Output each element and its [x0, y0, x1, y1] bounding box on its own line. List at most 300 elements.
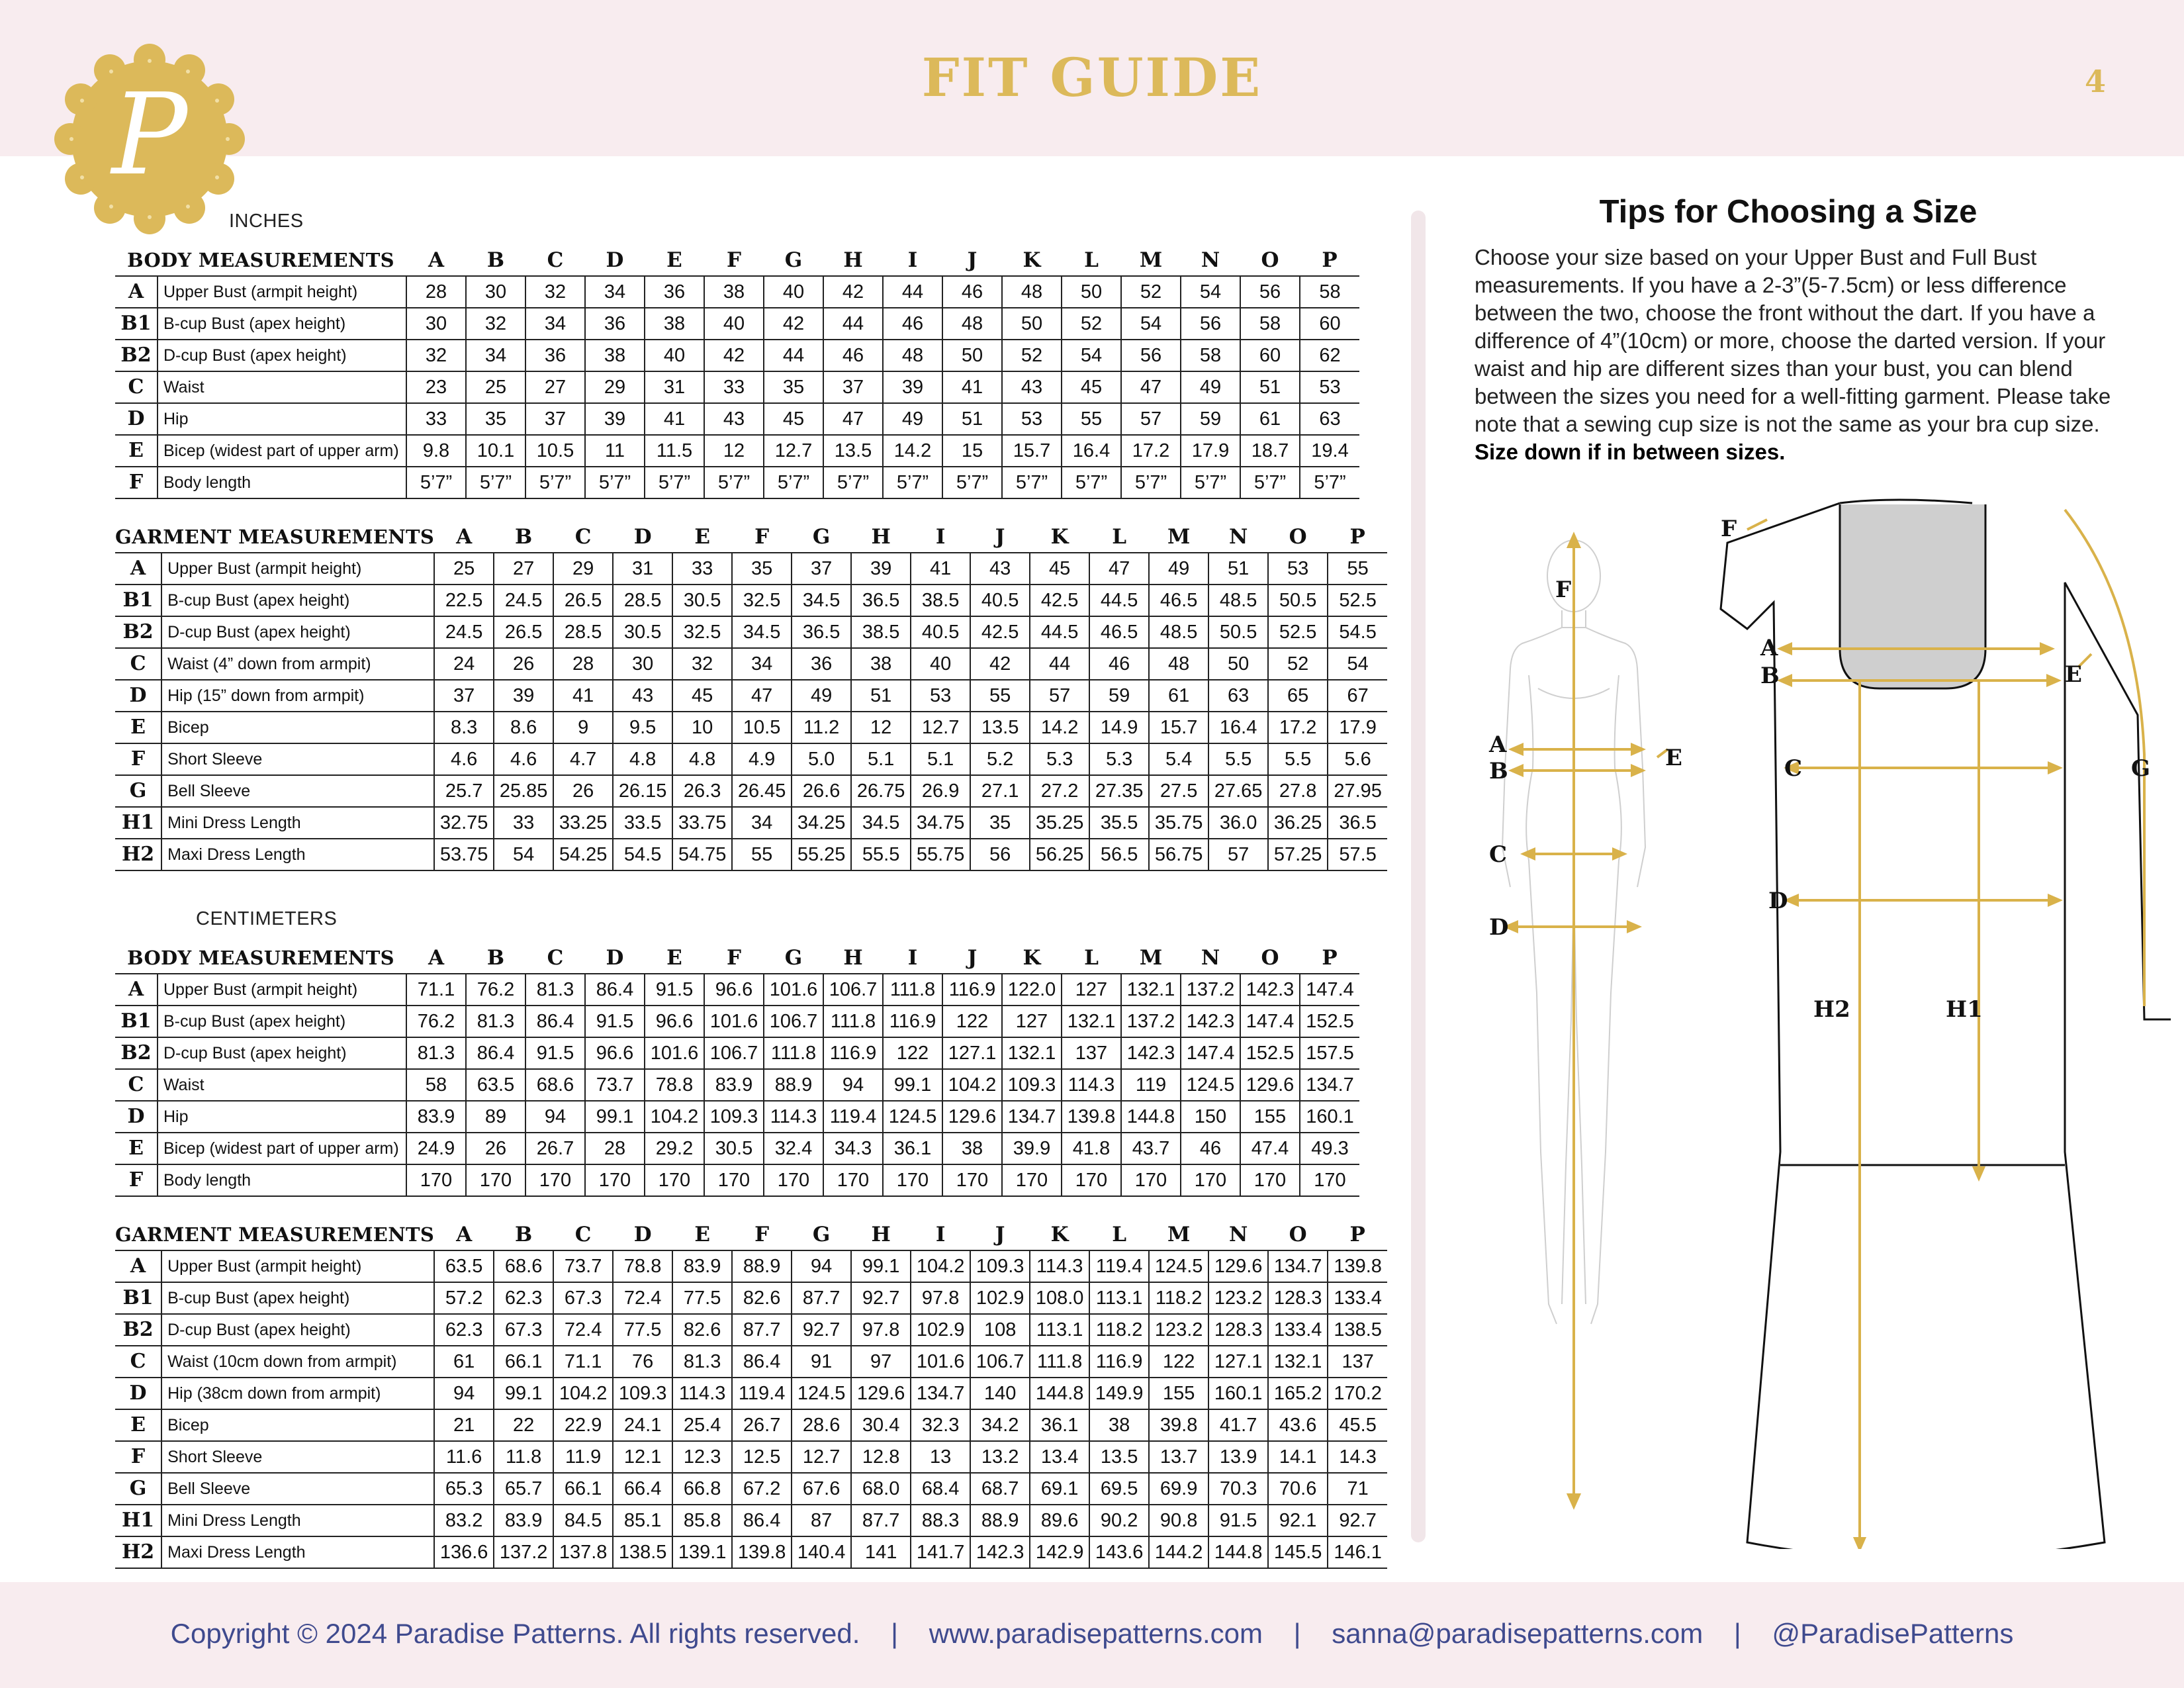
footer-separator-1: |	[891, 1618, 899, 1649]
measurement-value: 30	[406, 308, 466, 340]
measurement-value: 92.7	[792, 1314, 851, 1346]
measurement-value: 67	[1347, 685, 1369, 706]
size-header: H	[843, 248, 863, 272]
measurement-value: 134.7	[1002, 1101, 1062, 1133]
measurement-value: 37	[434, 680, 494, 712]
measurement-value: 142.9	[1030, 1536, 1089, 1568]
measurement-value: 24.5	[434, 616, 494, 648]
measurement-value: 28	[553, 648, 613, 680]
measurement-value: 5’7”	[883, 467, 942, 498]
measurement-value: 42	[970, 648, 1030, 680]
measurement-value: 72.4	[553, 1314, 613, 1346]
measurement-value: 94	[792, 1250, 851, 1282]
size-header: P	[1322, 946, 1338, 970]
measurement-value: 9.5	[613, 712, 672, 743]
measurement-value: 170	[1121, 1164, 1181, 1196]
measurement-value: 62.3	[494, 1282, 553, 1314]
measurement-description: D-cup Bust (apex height)	[158, 340, 406, 371]
measurement-value: 55.25	[792, 839, 851, 870]
size-header: O	[1289, 1223, 1307, 1246]
size-header: P	[1349, 525, 1365, 549]
measurement-value: 118.2	[1089, 1314, 1149, 1346]
size-header: L	[1084, 248, 1099, 272]
measurement-value: 67.3	[494, 1314, 553, 1346]
table-title: BODY MEASUREMENTS	[127, 249, 394, 271]
measurement-value: 48.5	[1149, 616, 1208, 648]
measurement-value: 8.3	[434, 712, 494, 743]
measurement-value: 119.4	[1089, 1250, 1149, 1282]
table-row	[115, 807, 1387, 839]
measurement-value: 5’7”	[406, 467, 466, 498]
measurement-value: 28.5	[613, 585, 672, 616]
measurement-value: 67.3	[553, 1282, 613, 1314]
measurement-value: 86.4	[732, 1505, 792, 1536]
measurement-value: 73.7	[553, 1250, 613, 1282]
measurement-value: 132.1	[1062, 1006, 1121, 1037]
measurement-value: 132.1	[1121, 974, 1181, 1006]
measurement-value: 26.45	[732, 775, 792, 807]
measurement-value: 70.3	[1208, 1473, 1268, 1505]
measurement-code: B1	[115, 1006, 158, 1037]
page-title: FIT GUIDE	[921, 46, 1263, 109]
measurement-value: 38	[1089, 1409, 1149, 1441]
measurement-value: 50	[942, 340, 1002, 371]
measurement-code: G	[115, 775, 161, 807]
measurement-value: 124.5	[883, 1101, 942, 1133]
measurement-value: 10.1	[466, 435, 525, 467]
measurement-value: 17.9	[1339, 717, 1377, 738]
measurement-value: 56.5	[1089, 839, 1149, 870]
size-header: A	[428, 946, 445, 970]
centimeters-body-measurements-table	[115, 943, 1359, 1197]
measurement-value: 12.3	[672, 1441, 732, 1473]
table-row	[115, 1346, 1387, 1378]
size-header: K	[1050, 525, 1069, 549]
measurement-value: 61	[1149, 680, 1208, 712]
measurement-value: 155	[1240, 1101, 1300, 1133]
measurement-value: 67.6	[792, 1473, 851, 1505]
measurement-value: 108.0	[1030, 1282, 1089, 1314]
measurement-value: 144.8	[1121, 1101, 1181, 1133]
measurement-value: 44	[1030, 648, 1089, 680]
measurement-value: 41	[911, 553, 970, 585]
measurement-value: 127.1	[1208, 1346, 1268, 1378]
measurement-value: 46.5	[1089, 616, 1149, 648]
size-header: K	[1050, 1223, 1069, 1246]
measurement-value: 29	[585, 371, 645, 403]
size-header: I	[907, 248, 918, 272]
measurement-value: 86.4	[525, 1006, 585, 1037]
size-header: M	[1139, 946, 1163, 970]
measurement-value: 54	[1121, 308, 1181, 340]
measurement-description: Bell Sleeve	[161, 775, 434, 807]
measurement-value: 32	[466, 308, 525, 340]
measurement-value: 4.6	[434, 743, 494, 775]
measurement-value: 8.6	[494, 712, 553, 743]
measurement-value: 116.9	[1089, 1346, 1149, 1378]
dress-label-e: E	[2065, 661, 2082, 688]
measurement-value: 4.7	[553, 743, 613, 775]
measurement-value: 114.3	[1062, 1069, 1121, 1101]
size-header: E	[666, 946, 682, 970]
measurement-value: 16.4	[1208, 712, 1268, 743]
size-header: F	[754, 525, 770, 549]
measurement-value: 38	[942, 1133, 1002, 1164]
measurement-value: 99.1	[851, 1250, 911, 1282]
measurement-value: 63.5	[466, 1069, 525, 1101]
measurement-value: 31	[613, 553, 672, 585]
size-header: L	[1084, 946, 1099, 970]
measurement-value: 58	[406, 1069, 466, 1101]
size-header: N	[1201, 248, 1220, 272]
measurement-value: 38	[645, 308, 704, 340]
size-header: B	[486, 248, 505, 272]
measurement-value: 119.4	[823, 1101, 883, 1133]
measurement-value: 5.1	[911, 743, 970, 775]
measurement-value: 5.3	[1089, 743, 1149, 775]
measurement-value: 32	[672, 648, 732, 680]
measurement-value: 144.8	[1208, 1536, 1268, 1568]
measurement-value: 61	[1240, 403, 1300, 435]
size-header: O	[1289, 525, 1307, 549]
measurement-value: 91.5	[645, 974, 704, 1006]
measurement-value: 17.2	[1268, 712, 1328, 743]
measurement-value: 37	[525, 403, 585, 435]
measurement-value: 127.1	[942, 1037, 1002, 1069]
measurement-value: 149.9	[1089, 1378, 1149, 1409]
measurement-value: 34.5	[851, 807, 911, 839]
measurement-value: 46	[823, 340, 883, 371]
measurement-value: 36	[792, 648, 851, 680]
table-row	[115, 1133, 1359, 1164]
measurement-value: 52.5	[1339, 590, 1377, 611]
tips-paragraph: Choose your size based on your Upper Bust and Full Bust measurements. If you have a 2-3”(5-7.5cm) or less difference between the two, choose the front without the dart. If you have a difference of 4”(10cm) or more, choose the darted version. If your waist and hip are different sizes than your bust, you can blend between the sizes you need for a well-fitting garment. Please take note that a sewing cup size is not the same as your bra cup size.	[1475, 245, 2111, 436]
measurement-description: Bicep (widest part of upper arm)	[158, 1133, 406, 1164]
measurement-value: 63.5	[434, 1250, 494, 1282]
measurement-code: B2	[115, 1037, 158, 1069]
measurement-value: 170	[764, 1164, 823, 1196]
measurement-value: 87.7	[732, 1314, 792, 1346]
measurement-value: 71.1	[406, 974, 466, 1006]
measurement-value: 34	[525, 308, 585, 340]
size-header: K	[1023, 946, 1041, 970]
measurement-value: 139.8	[1062, 1101, 1121, 1133]
measurement-value: 170	[1314, 1170, 1346, 1191]
measurement-value: 17.2	[1121, 435, 1181, 467]
measurement-value: 170	[823, 1164, 883, 1196]
measurement-value: 4.9	[732, 743, 792, 775]
measurement-code: H2	[115, 1536, 161, 1568]
measurement-value: 104.2	[645, 1101, 704, 1133]
measurement-value: 41	[942, 371, 1002, 403]
measurement-value: 114.3	[764, 1101, 823, 1133]
measurement-code: C	[115, 371, 158, 403]
measurement-value: 59	[1181, 403, 1240, 435]
measurement-value: 94	[525, 1101, 585, 1133]
measurement-value: 119.4	[732, 1378, 792, 1409]
measurement-value: 143.6	[1089, 1536, 1149, 1568]
measurement-value: 139.1	[672, 1536, 732, 1568]
measurement-value: 46.5	[1149, 585, 1208, 616]
measurement-value: 14.2	[883, 435, 942, 467]
body-label-f: F	[1555, 577, 1572, 603]
measurement-value: 25	[434, 553, 494, 585]
measurement-value: 137	[1062, 1037, 1121, 1069]
measurement-value: 26.3	[672, 775, 732, 807]
measurement-value: 50	[1208, 648, 1268, 680]
measurement-value: 39	[585, 403, 645, 435]
measurement-value: 68.4	[911, 1473, 970, 1505]
measurement-value: 58	[1319, 281, 1341, 303]
size-header: B	[515, 525, 533, 549]
table-row	[115, 585, 1387, 616]
table-row	[115, 1250, 1387, 1282]
measurement-value: 15.7	[1149, 712, 1208, 743]
measurement-value: 53.75	[434, 839, 494, 870]
measurement-value: 57.25	[1268, 839, 1328, 870]
measurement-value: 82.6	[672, 1314, 732, 1346]
size-header: J	[967, 248, 978, 272]
measurement-value: 26.7	[732, 1409, 792, 1441]
measurement-value: 52	[1002, 340, 1062, 371]
measurement-code: C	[115, 648, 161, 680]
dress-label-g: G	[2131, 755, 2151, 782]
measurement-value: 5.6	[1344, 749, 1371, 770]
measurement-value: 53	[1268, 553, 1328, 585]
table-row	[115, 775, 1387, 807]
measurement-value: 67.2	[732, 1473, 792, 1505]
size-header: F	[754, 1223, 770, 1246]
measurement-value: 41	[645, 403, 704, 435]
measurement-value: 66.1	[553, 1473, 613, 1505]
measurement-value: 36	[525, 340, 585, 371]
measurement-value: 58	[1181, 340, 1240, 371]
measurement-value: 84.5	[553, 1505, 613, 1536]
measurement-value: 137.2	[494, 1536, 553, 1568]
footer-website-link[interactable]: www.paradisepatterns.com	[929, 1618, 1263, 1649]
measurement-description: Mini Dress Length	[161, 1505, 434, 1536]
footer-email-link[interactable]: sanna@paradisepatterns.com	[1332, 1618, 1704, 1649]
measurement-value: 96.6	[645, 1006, 704, 1037]
measurement-value: 73.7	[585, 1069, 645, 1101]
measurement-value: 142.3	[970, 1536, 1030, 1568]
measurement-value: 39.9	[1002, 1133, 1062, 1164]
measurement-value: 55	[970, 680, 1030, 712]
measurement-value: 102.9	[970, 1282, 1030, 1314]
measurement-value: 76	[613, 1346, 672, 1378]
measurement-value: 137.2	[1121, 1006, 1181, 1037]
measurement-value: 34.5	[792, 585, 851, 616]
measurement-description: B-cup Bust (apex height)	[161, 585, 434, 616]
measurement-value: 68.7	[970, 1473, 1030, 1505]
measurement-value: 170	[406, 1164, 466, 1196]
measurement-value: 38	[585, 340, 645, 371]
size-header: M	[1139, 248, 1163, 272]
measurement-value: 71	[1347, 1478, 1369, 1499]
measurement-description: Mini Dress Length	[161, 807, 434, 839]
measurement-value: 132.1	[1002, 1037, 1062, 1069]
size-header: L	[1112, 525, 1127, 549]
measurement-description: Bell Sleeve	[161, 1473, 434, 1505]
measurement-code: H2	[115, 839, 161, 870]
measurement-value: 94	[434, 1378, 494, 1409]
measurement-value: 60	[1240, 340, 1300, 371]
size-header: J	[995, 1223, 1005, 1246]
measurement-value: 88.9	[764, 1069, 823, 1101]
measurement-value: 12.7	[911, 712, 970, 743]
table-row	[115, 1473, 1387, 1505]
measurement-value: 144.2	[1149, 1536, 1208, 1568]
measurement-value: 5’7”	[1181, 467, 1240, 498]
measurement-value: 24.5	[494, 585, 553, 616]
measurement-value: 88.3	[911, 1505, 970, 1536]
measurement-value: 28.5	[553, 616, 613, 648]
size-header: C	[547, 248, 564, 272]
measurement-value: 14.9	[1089, 712, 1149, 743]
measurement-value: 69.9	[1149, 1473, 1208, 1505]
measurement-value: 12	[851, 712, 911, 743]
measurement-value: 129.6	[1240, 1069, 1300, 1101]
measurement-value: 51	[1240, 371, 1300, 403]
measurement-value: 85.1	[613, 1505, 672, 1536]
measurement-value: 106.7	[823, 974, 883, 1006]
measurement-value: 5’7”	[764, 467, 823, 498]
measurement-value: 142.3	[1121, 1037, 1181, 1069]
measurement-value: 35.25	[1030, 807, 1089, 839]
size-header: G	[784, 248, 803, 272]
measurement-value: 147.4	[1181, 1037, 1240, 1069]
size-header: A	[456, 525, 473, 549]
measurement-value: 13.9	[1208, 1441, 1268, 1473]
table-row	[115, 680, 1387, 712]
measurement-value: 170	[704, 1164, 764, 1196]
measurement-value: 33.5	[613, 807, 672, 839]
measurement-code: H1	[115, 1505, 161, 1536]
measurement-code: D	[115, 680, 161, 712]
tips-text	[1475, 244, 2136, 466]
size-header: F	[726, 248, 741, 272]
measurement-code: E	[115, 435, 158, 467]
page-number: 4	[2084, 64, 2106, 99]
footer-social-link[interactable]: @ParadisePatterns	[1772, 1618, 2014, 1649]
measurement-value: 116.9	[883, 1006, 942, 1037]
size-header: L	[1112, 1223, 1127, 1246]
measurement-value: 26.5	[553, 585, 613, 616]
measurement-value: 44	[823, 308, 883, 340]
measurement-value: 101.6	[764, 974, 823, 1006]
measurement-description: Hip	[158, 1101, 406, 1133]
measurement-value: 35	[764, 371, 823, 403]
size-header: D	[633, 525, 652, 549]
measurement-value: 27.5	[1149, 775, 1208, 807]
measurement-value: 29	[553, 553, 613, 585]
measurement-value: 56	[1121, 340, 1181, 371]
measurement-value: 34.25	[792, 807, 851, 839]
measurement-value: 54	[1181, 276, 1240, 308]
measurement-value: 116.9	[823, 1037, 883, 1069]
measurement-value: 134.7	[911, 1378, 970, 1409]
measurement-value: 30.5	[672, 585, 732, 616]
measurement-value: 38	[704, 276, 764, 308]
measurement-code: A	[115, 1250, 161, 1282]
measurement-value: 87	[792, 1505, 851, 1536]
measurement-value: 35	[970, 807, 1030, 839]
measurement-value: 170.2	[1334, 1383, 1382, 1404]
measurement-description: Upper Bust (armpit height)	[161, 553, 434, 585]
measurement-value: 140.4	[792, 1536, 851, 1568]
table-row	[115, 1536, 1387, 1568]
measurement-description: B-cup Bust (apex height)	[158, 308, 406, 340]
dress-label-h1: H1	[1946, 996, 1983, 1023]
measurement-value: 137	[1342, 1351, 1374, 1372]
measurement-value: 66.8	[672, 1473, 732, 1505]
measurement-value: 89.6	[1030, 1505, 1089, 1536]
measurement-value: 46	[1089, 648, 1149, 680]
dress-label-d: D	[1768, 888, 1788, 914]
measurement-value: 111.8	[1030, 1346, 1089, 1378]
tips-title: Tips for Choosing a Size	[1599, 194, 1978, 230]
measurement-value: 90.2	[1089, 1505, 1149, 1536]
measurement-description: D-cup Bust (apex height)	[158, 1037, 406, 1069]
measurement-value: 32.4	[764, 1133, 823, 1164]
measurement-value: 43	[704, 403, 764, 435]
measurement-value: 27.95	[1334, 780, 1382, 802]
measurement-code: G	[115, 1473, 161, 1505]
measurement-value: 54	[1347, 653, 1369, 675]
table-row	[115, 340, 1359, 371]
measurement-value: 36.1	[1030, 1409, 1089, 1441]
table-row	[115, 276, 1359, 308]
measurement-description: Waist	[158, 371, 406, 403]
measurement-value: 41.8	[1062, 1133, 1121, 1164]
measurement-value: 49	[1149, 553, 1208, 585]
dress-label-b: B	[1760, 663, 1780, 689]
size-header: H	[871, 1223, 891, 1246]
size-header: P	[1349, 1223, 1365, 1246]
measurement-value: 43	[613, 680, 672, 712]
measurement-value: 134.7	[1268, 1250, 1328, 1282]
measurement-value: 127	[1002, 1006, 1062, 1037]
measurement-description: Short Sleeve	[161, 1441, 434, 1473]
measurement-value: 34.5	[732, 616, 792, 648]
measurement-value: 47	[1121, 371, 1181, 403]
table-title: BODY MEASUREMENTS	[127, 947, 394, 969]
size-header: N	[1201, 946, 1220, 970]
measurement-value: 91.5	[1208, 1505, 1268, 1536]
measurement-value: 40.5	[970, 585, 1030, 616]
measurement-value: 5’7”	[704, 467, 764, 498]
measurement-value: 137.2	[1181, 974, 1240, 1006]
measurement-value: 34	[466, 340, 525, 371]
measurement-value: 32.5	[672, 616, 732, 648]
measurement-value: 96.6	[704, 974, 764, 1006]
measurement-value: 32.5	[732, 585, 792, 616]
measurement-value: 61	[434, 1346, 494, 1378]
measurement-value: 51	[942, 403, 1002, 435]
measurement-value: 45	[1030, 553, 1089, 585]
measurement-value: 133.4	[1334, 1288, 1382, 1309]
measurement-value: 114.3	[672, 1378, 732, 1409]
measurement-value: 52	[1268, 648, 1328, 680]
measurement-value: 13.5	[1089, 1441, 1149, 1473]
measurement-value: 170	[525, 1164, 585, 1196]
measurement-value: 5’7”	[1121, 467, 1181, 498]
body-label-e: E	[1665, 745, 1682, 771]
measurement-value: 13.5	[823, 435, 883, 467]
table-row	[115, 435, 1359, 467]
measurement-value: 12.7	[792, 1441, 851, 1473]
measurement-value: 45.5	[1339, 1415, 1377, 1436]
